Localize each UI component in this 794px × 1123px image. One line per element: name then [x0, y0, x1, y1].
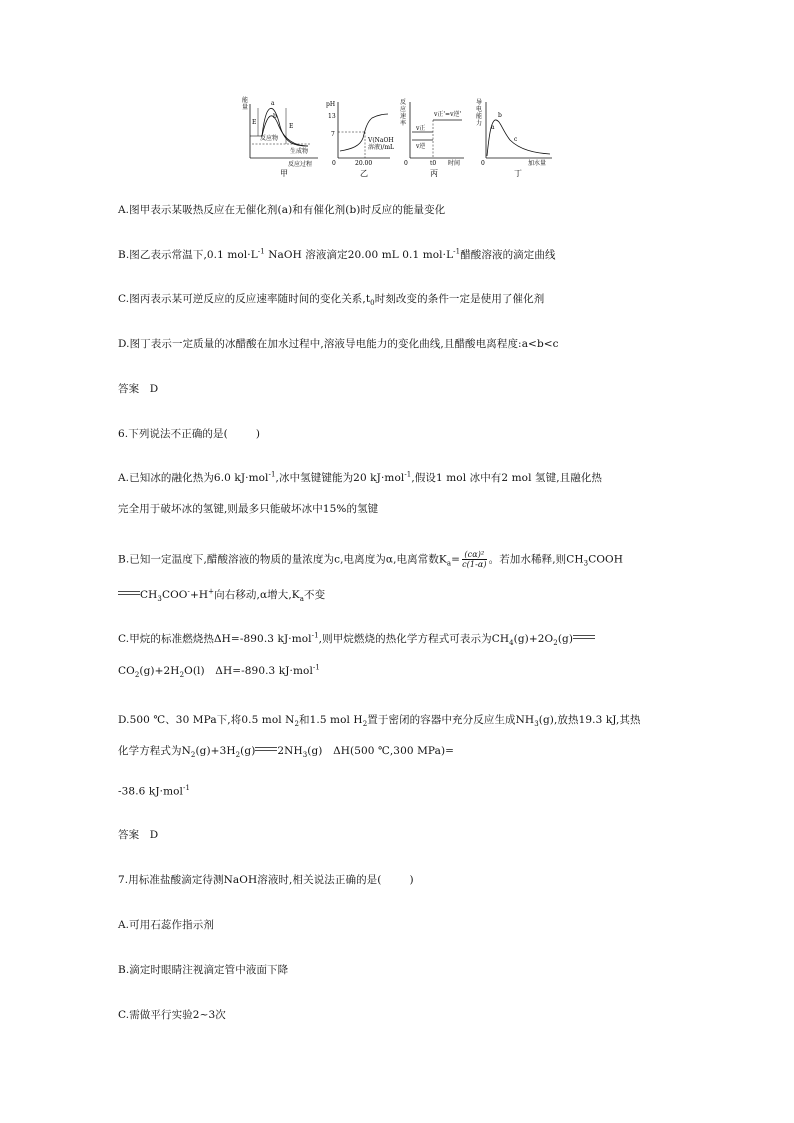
q6-answer: 答案 D — [118, 829, 159, 841]
q6-b2-text-5: 不变 — [304, 589, 326, 601]
q6-b2-text-2: COO — [161, 589, 188, 601]
q6-b2-sup-plus: + — [208, 587, 215, 596]
equals-sign-icon — [573, 634, 595, 640]
q6-option-d-line-3 — [118, 784, 190, 798]
ding-origin: 0 — [481, 160, 485, 167]
bing-ylabel-2: 应 — [400, 106, 407, 113]
q6-c-text-2: ,则甲烷燃烧的热化学方程式可表示为CH — [318, 633, 510, 645]
q6-d-sub-3: 3 — [534, 720, 539, 729]
yi-tick-7: 7 — [331, 131, 335, 138]
yi-x-tick: 20.00 — [355, 160, 373, 167]
q6-c-sup-1: -1 — [311, 631, 319, 640]
q6-b2-text-3: +H — [190, 589, 209, 601]
yi-xlabel-2: 溶液)/mL — [368, 144, 395, 151]
q5-answer: 答案 D — [118, 383, 159, 395]
q6-d-text-3: 置于密闭的容器中充分反应生成NH — [367, 714, 535, 726]
q6-stem-close: ) — [255, 428, 261, 440]
yi-tick-0: 0 — [332, 160, 336, 167]
figures-strip — [240, 96, 560, 186]
jia-reactant-label: 反应物 — [260, 135, 279, 142]
jia-xlabel: 反应过程 — [288, 161, 313, 168]
jia-curve-a-label: a — [271, 100, 275, 107]
q5-option-b-sup-2: -1 — [453, 247, 461, 256]
figure-yi — [326, 101, 394, 178]
jia-curve-b-label: b — [273, 113, 277, 120]
bing-origin: 0 — [404, 160, 408, 167]
q6-option-a-line-1 — [118, 470, 602, 485]
q6-d-text-2: 和1.5 mol H — [299, 714, 363, 726]
ding-xlabel: 加水量 — [528, 160, 547, 167]
q6-d2-sub-1: 2 — [190, 751, 196, 760]
q6-d2-sub-2: 2 — [235, 751, 241, 760]
bing-v-eq-label: v正'=v逆' — [434, 111, 462, 118]
q6-option-b-line-1 — [118, 550, 623, 569]
q6-b2-text-1: CH — [140, 589, 158, 601]
q6-c2-text-2: (g)+2H — [139, 665, 180, 677]
q6-b2-sub-a: a — [299, 595, 305, 604]
q7-option-b: B.滴定时眼睛注视滴定管中液面下降 — [118, 964, 289, 976]
bing-ylabel-4: 率 — [400, 120, 407, 127]
q6-d2-text-3: (g) — [240, 745, 256, 757]
jia-e2-label: E — [289, 123, 294, 130]
q5-option-b-text-2: NaOH 溶液滴定20.00 mL 0.1 mol·L — [264, 249, 454, 261]
q6-b-sub-a: a — [446, 559, 452, 568]
q6-b2-sup-minus: - — [187, 587, 190, 596]
q6-a-text-1: A.已知冰的融化热为6.0 kJ·mol — [118, 472, 269, 484]
q6-b-sub-3: 3 — [583, 559, 589, 568]
jia-e1-label: E — [252, 119, 257, 126]
q5-option-c — [118, 291, 544, 307]
figure-bing — [400, 98, 464, 178]
q5-option-c-text-2: 时刻改变的条件一定是使用了催化剂 — [374, 293, 545, 305]
yi-tick-13: 13 — [328, 113, 336, 120]
q6-b-equals: = — [451, 553, 461, 566]
q6-b-frac-denominator: c(1-α) — [462, 560, 487, 569]
q6-d2-text-1: 化学方程式为N — [118, 745, 191, 757]
q6-b-frac-numerator: (cα)² — [462, 550, 487, 560]
q6-b2-text-4: 向右移动,α增大,K — [214, 589, 300, 601]
q6-c-sub-4: 4 — [509, 639, 514, 648]
q6-d3-text: -38.6 kJ·mol — [118, 785, 184, 798]
q6-d-text-1: D.500 ℃、30 MPa下,将0.5 mol N — [118, 714, 295, 726]
equilibrium-arrow-icon — [118, 590, 140, 596]
q6-c-sub-2: 2 — [553, 639, 558, 648]
q6-d2-text-2: (g)+3H — [195, 745, 236, 757]
figure-jia — [242, 96, 318, 178]
q7-stem — [118, 872, 414, 887]
bing-ylabel-3: 速 — [400, 113, 407, 120]
ding-ylabel-2: 电 — [476, 106, 483, 113]
q6-d-sub-2: 2 — [362, 720, 368, 729]
q6-d2-text-4: 2NH — [277, 745, 303, 757]
ding-caption: 丁 — [514, 169, 522, 178]
ding-point-c: c — [514, 136, 518, 143]
bing-caption: 丙 — [430, 169, 438, 178]
bing-v-zheng-label: v正 — [416, 125, 426, 132]
q6-stem-text: 6.下列说法不正确的是( — [118, 428, 228, 440]
q6-d2-sub-3: 3 — [302, 751, 308, 760]
q6-c2-sup: -1 — [312, 663, 320, 672]
q6-a-text-3: ,假设1 mol 冰中有2 mol 氢键,且融化热 — [411, 472, 603, 484]
q5-option-b-text-3: 醋酸溶液的滴定曲线 — [460, 249, 556, 261]
q6-d-text-4: (g),放热19.3 kJ,其热 — [538, 714, 641, 726]
q7-stem-text: 7.用标准盐酸滴定待测NaOH溶液时,相关说法正确的是( — [118, 874, 382, 886]
q6-a-sup-2: -1 — [404, 470, 412, 479]
yi-xlabel-1: V(NaOH — [368, 137, 394, 144]
figure-ding — [476, 98, 552, 178]
jia-product-label: 生成物 — [290, 148, 309, 155]
q5-option-b — [118, 247, 556, 262]
q6-a-text-2: ,冰中氢键键能为20 kJ·mol — [275, 472, 405, 484]
bing-v-ni-label: v逆 — [416, 143, 426, 150]
q6-b-text-3: COOH — [588, 553, 624, 566]
q6-option-a-line-2: 完全用于破坏冰的氢键,则最多只能破坏冰中15%的氢键 — [118, 503, 379, 515]
ding-point-b: b — [498, 112, 502, 119]
ding-conductivity-curve — [487, 120, 550, 156]
q6-c2-sub-2b: 2 — [179, 671, 185, 680]
q6-c-text-3: (g)+2O — [513, 633, 554, 645]
q6-c-text-1: C.甲烷的标准燃烧热ΔH=-890.3 kJ·mol — [118, 633, 312, 645]
ding-point-a: a — [491, 124, 495, 131]
q6-b-fraction — [462, 550, 487, 569]
q6-b2-sub-3: 3 — [157, 595, 162, 604]
q6-a-sup-1: -1 — [268, 470, 276, 479]
q6-c2-text-3: O(l) ΔH=-890.3 kJ·mol — [184, 665, 313, 677]
q7-option-a: A.可用石蕊作指示剂 — [118, 919, 214, 931]
q6-d2-text-5: (g) ΔH(500 ℃,300 MPa)= — [307, 745, 455, 757]
ding-ylabel-1: 导 — [476, 99, 483, 106]
yi-caption: 乙 — [360, 169, 368, 178]
q5-option-b-sup-1: -1 — [257, 247, 265, 256]
yi-ylabel: pH — [326, 101, 336, 108]
reversible-arrow-icon — [255, 746, 277, 752]
jia-ylabel-2: 量 — [242, 104, 249, 111]
q5-option-c-text-1: C.图丙表示某可逆反应的反应速率随时间的变化关系,t — [118, 293, 371, 305]
q5-option-b-text-1: B.图乙表示常温下,0.1 mol·L — [118, 249, 258, 261]
ding-ylabel-3: 能 — [476, 113, 483, 120]
q6-d-sub-1: 2 — [294, 720, 300, 729]
q6-d3-sup: -1 — [183, 784, 191, 792]
bing-xlabel: 时间 — [448, 160, 461, 167]
bing-ylabel-1: 反 — [400, 99, 407, 106]
ding-ylabel-4: 力 — [476, 120, 483, 127]
q6-option-d-line-1 — [118, 712, 641, 728]
q6-option-d-line-2 — [118, 743, 454, 759]
q6-c2-sub-2: 2 — [134, 671, 140, 680]
q5-option-c-sub: 0 — [370, 299, 375, 308]
q6-b-text-2: 。若加水稀释,则CH — [488, 553, 584, 566]
q6-option-b-line-2 — [118, 587, 325, 603]
jia-ylabel-1: 能 — [242, 97, 249, 104]
bing-t0: t0 — [430, 160, 437, 167]
q5-option-a: A.图甲表示某吸热反应在无催化剂(a)和有催化剂(b)时反应的能量变化 — [118, 204, 446, 216]
q6-b-text-1: B.已知一定温度下,醋酸溶液的物质的量浓度为c,电离度为α,电离常数K — [118, 553, 447, 566]
q7-option-c: C.需做平行实验2~3次 — [118, 1009, 226, 1021]
q6-stem — [118, 426, 260, 441]
jia-caption: 甲 — [280, 169, 288, 178]
q6-option-c-line-2 — [118, 663, 320, 679]
q6-option-c-line-1 — [118, 631, 595, 647]
q5-option-d: D.图丁表示一定质量的冰醋酸在加水过程中,溶液导电能力的变化曲线,且醋酸电离程度:a<b<c — [118, 338, 559, 350]
q6-c2-text-1: CO — [118, 665, 135, 677]
figures-svg — [240, 96, 560, 186]
q6-c-text-4: (g) — [557, 633, 574, 645]
q7-stem-close: ) — [409, 874, 414, 886]
